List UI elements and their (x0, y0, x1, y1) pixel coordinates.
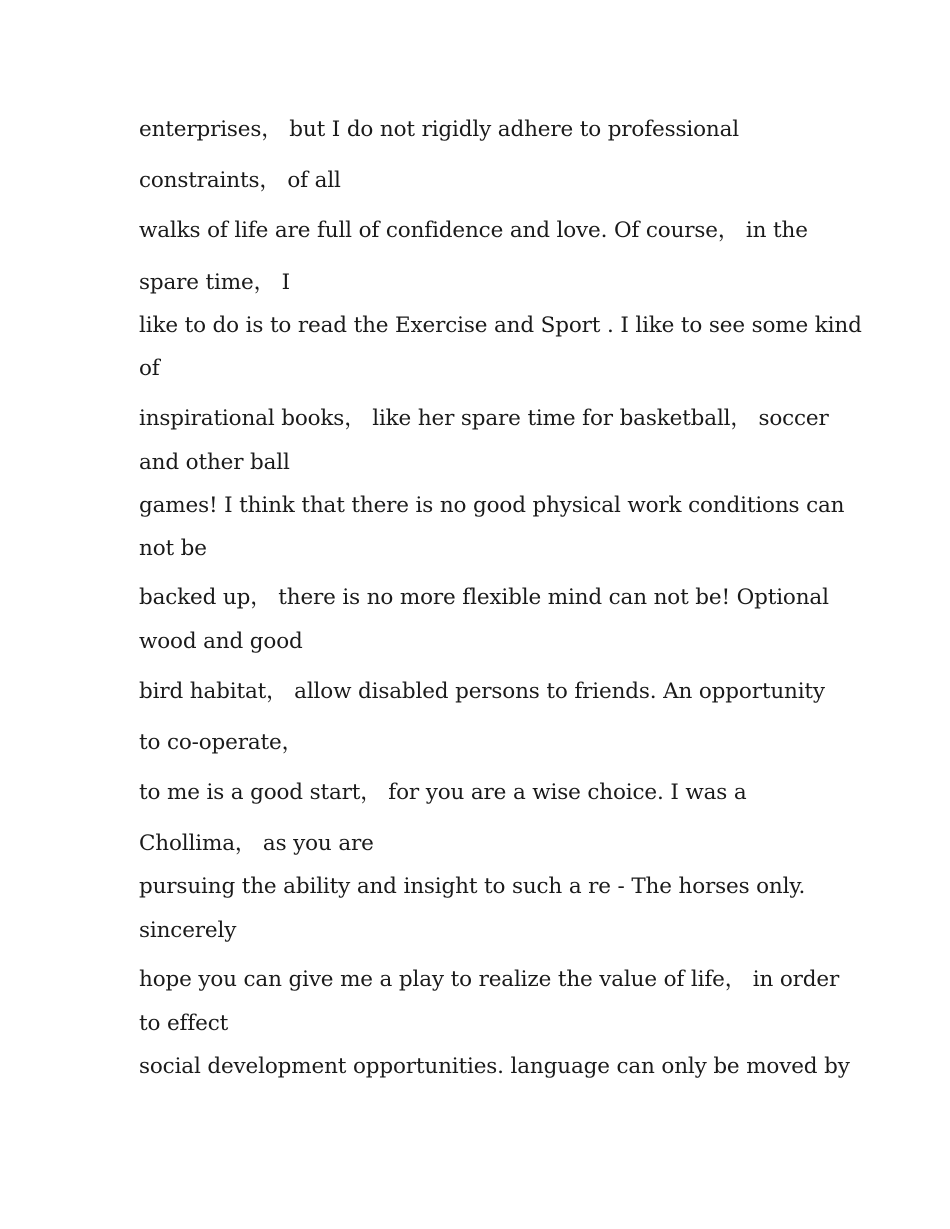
text-line: to co-operate， (139, 730, 303, 755)
text-line: spare time， I (139, 270, 290, 295)
text-line: constraints， of all (139, 168, 341, 193)
text-line: wood and good (139, 629, 303, 654)
text-line: social development opportunities. language can only be moved by (139, 1054, 850, 1079)
text-line: and other ball (139, 450, 290, 475)
text-line: inspirational books， like her spare time for basketball， soccer (139, 406, 829, 431)
text-line: of (139, 356, 160, 381)
text-line: backed up， there is no more flexible mind can not be! Optional (139, 585, 829, 610)
text-line: like to do is to read the Exercise and Sport . I like to see some kind (139, 313, 862, 338)
text-line: to effect (139, 1011, 229, 1036)
text-line: enterprises， but I do not rigidly adhere to professional (139, 117, 739, 142)
text-line: Chollima， as you are (139, 831, 374, 856)
text-line: hope you can give me a play to realize the value of life， in order (139, 967, 840, 992)
text-line: pursuing the ability and insight to such a re - The horses only. (139, 874, 806, 899)
text-line: walks of life are full of confidence and love. Of course， in the (139, 218, 808, 243)
text-line: not be (139, 536, 207, 561)
text-line: bird habitat， allow disabled persons to friends. An opportunity (139, 679, 825, 704)
text-line: sincerely (139, 918, 237, 943)
text-line: to me is a good start， for you are a wise choice. I was a (139, 780, 747, 805)
text-line: games! I think that there is no good physical work conditions can (139, 493, 845, 518)
